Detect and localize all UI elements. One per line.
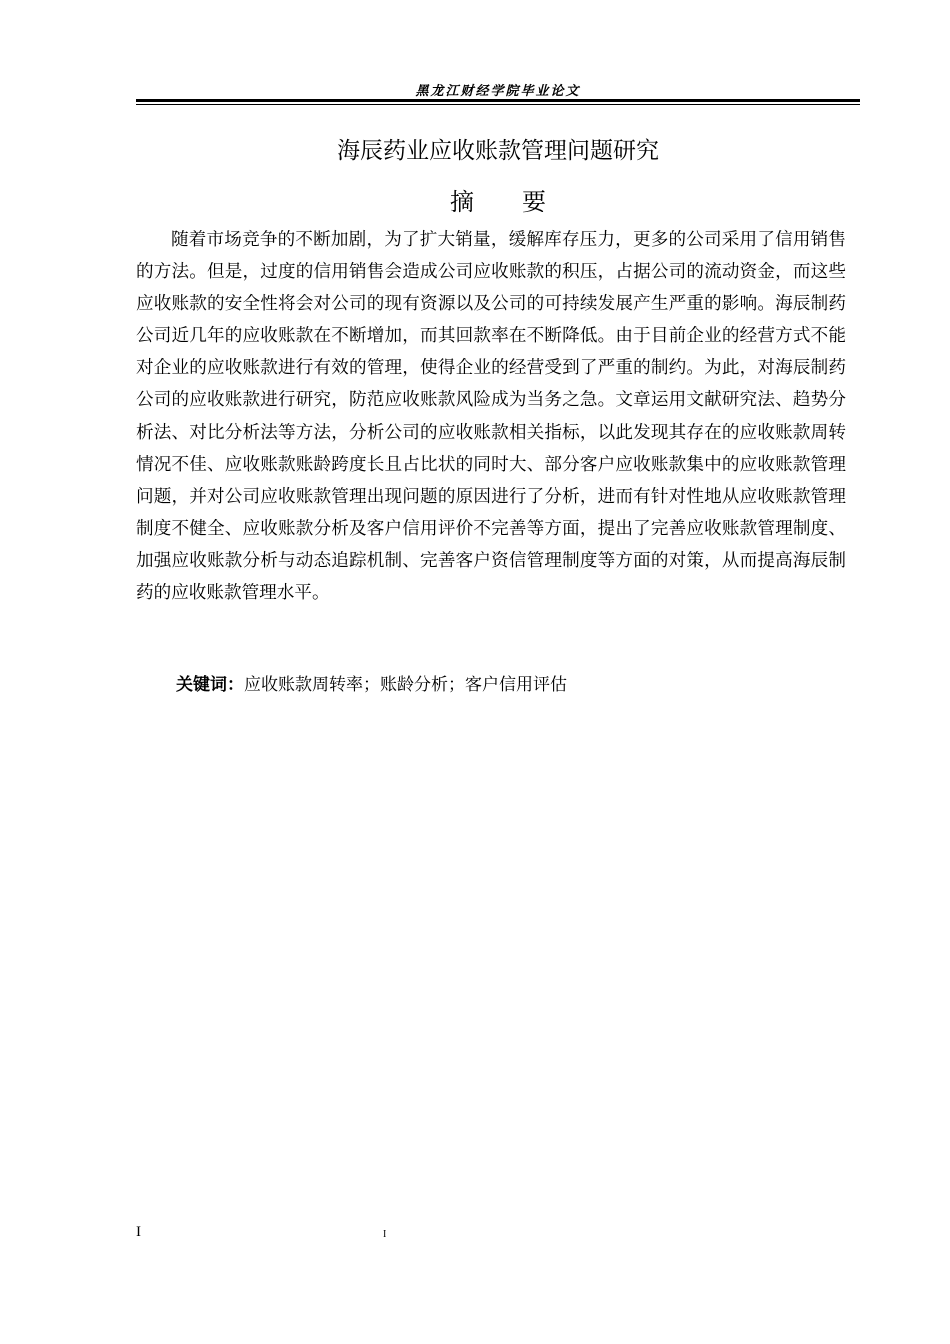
header-rule-thick <box>136 99 860 102</box>
abstract-heading-left: 摘 <box>450 188 474 216</box>
footer-mark: I <box>383 1229 387 1240</box>
keywords-label: 关键词： <box>176 675 244 695</box>
keywords-line <box>176 670 846 700</box>
abstract-heading-right: 要 <box>522 188 546 216</box>
document-title: 海辰药业应收账款管理问题研究 <box>337 138 659 164</box>
header-rule-thin <box>136 104 860 105</box>
abstract-body: 随着市场竞争的不断加剧，为了扩大销量，缓解库存压力，更多的公司采用了信用销售的方法。但是，过度的信用销售会造成公司应收账款的积压，占据公司的流动资金，而这些应收账款的安全性将会对公司的现有资源以及公司的可持续发展产生严重的影响。海辰制药公司近几年的应收账款在不断增加，而其回款率在不断降低。由于目前企业的经营方式不能对企业的应收账款进行有效的管理，使得企业的经营受到了严重的制约。为此，对海辰制药公司的应收账款进行研究，防范应收账款风险成为当务之急。文章运用文献研究法、趋势分析法、对比分析法等方法，分析公司的应收账款相关指标，以此发现其存在的应收账款周转情况不佳、应收账款账龄跨度长且占比状的同时大、部分客户应收账款集中的应收账款管理问题，并对公司应收账款管理出现问题的原因进行了分析，进而有针对性地从应收账款管理制度不健全、应收账款分析及客户信用评价不完善等方面，提出了完善应收账款管理制度、加强应收账款分析与动态追踪机制、完善客户资信管理制度等方面的对策，从而提高海辰制药的应收账款管理水平。 <box>136 230 846 604</box>
page-number: I <box>136 1224 141 1240</box>
keywords-value: 应收账款周转率；账龄分析；客户信用评估 <box>244 675 567 695</box>
running-header: 黑龙江财经学院毕业论文 <box>415 84 581 99</box>
abstract-heading <box>136 186 860 218</box>
